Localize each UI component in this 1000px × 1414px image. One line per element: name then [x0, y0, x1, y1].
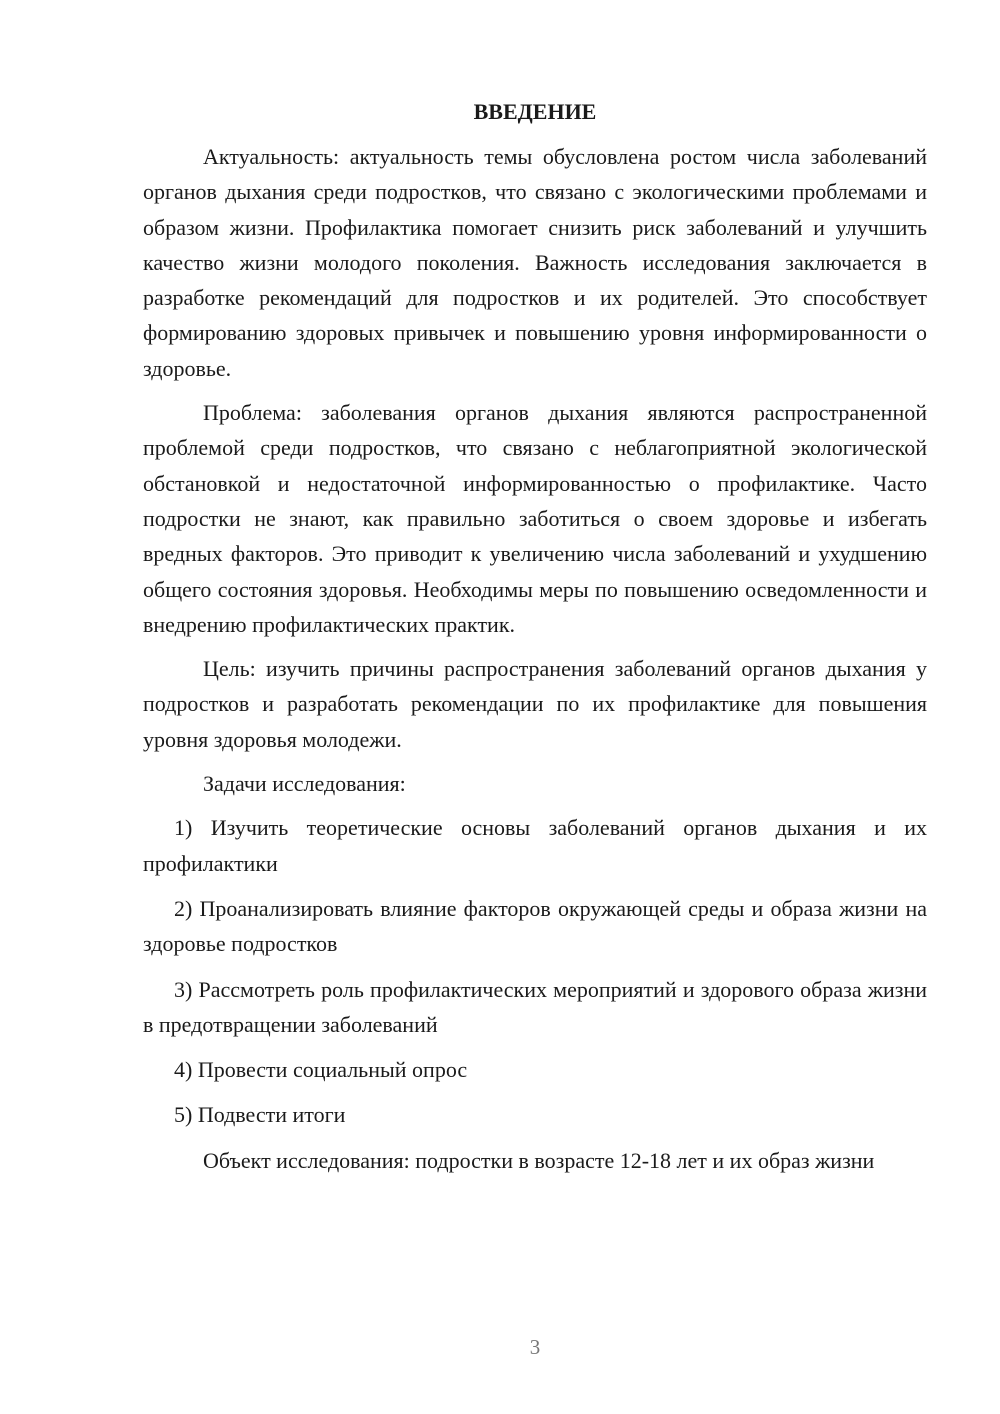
paragraph-relevance: Актуальность: актуальность темы обусловлена ростом числа заболеваний органов дыхания среди подростков, что связано с экологическими проблемами и образом жизни. Профилактика помогает снизить риск заболеваний и улучшить качество жизни молодого поколения. Важность исследования заключается в разработке рекомендаций для подростков и их родителей. Это способствует формированию здоровых привычек и повышению уровня информированности о здоровье. [143, 144, 927, 381]
paragraph-goal: Цель: изучить причины распространения заболеваний органов дыхания у подростков и разработать рекомендации по их профилактике для повышения уровня здоровья молодежи. [143, 656, 927, 752]
task-item-5: 5) Подвести итоги [174, 1102, 346, 1128]
tasks-heading: Задачи исследования: [203, 771, 406, 797]
task-item-4: 4) Провести социальный опрос [174, 1057, 468, 1083]
task-item-2: 2) Проанализировать влияние факторов окружающей среды и образа жизни на здоровье подростков [143, 895, 927, 957]
page-content [143, 94, 927, 1178]
paragraph-problem: Проблема: заболевания органов дыхания являются распространенной проблемой среди подростков, что связано с неблагоприятной экологической обстановкой и недостаточной информированностью о профилактике. Часто подростки не знают, как правильно заботиться о своем здоровье и избегать вредных факторов. Это приводит к увеличению числа заболеваний и ухудшению общего состояния здоровья. Необходимы меры по повышению осведомленности и внедрению профилактических практик. [143, 400, 927, 637]
task-item-3: 3) Рассмотреть роль профилактических мероприятий и здорового образа жизни в предотвращении заболеваний [143, 976, 927, 1037]
page-number: 3 [529, 1335, 541, 1359]
paragraph-object: Объект исследования: подростки в возрасте 12-18 лет и их образ жизни [203, 1147, 875, 1173]
task-item-1: 1) Изучить теоретические основы заболеваний органов дыхания и их профилактики [143, 815, 927, 876]
section-title: ВВЕДЕНИЕ [473, 99, 597, 124]
